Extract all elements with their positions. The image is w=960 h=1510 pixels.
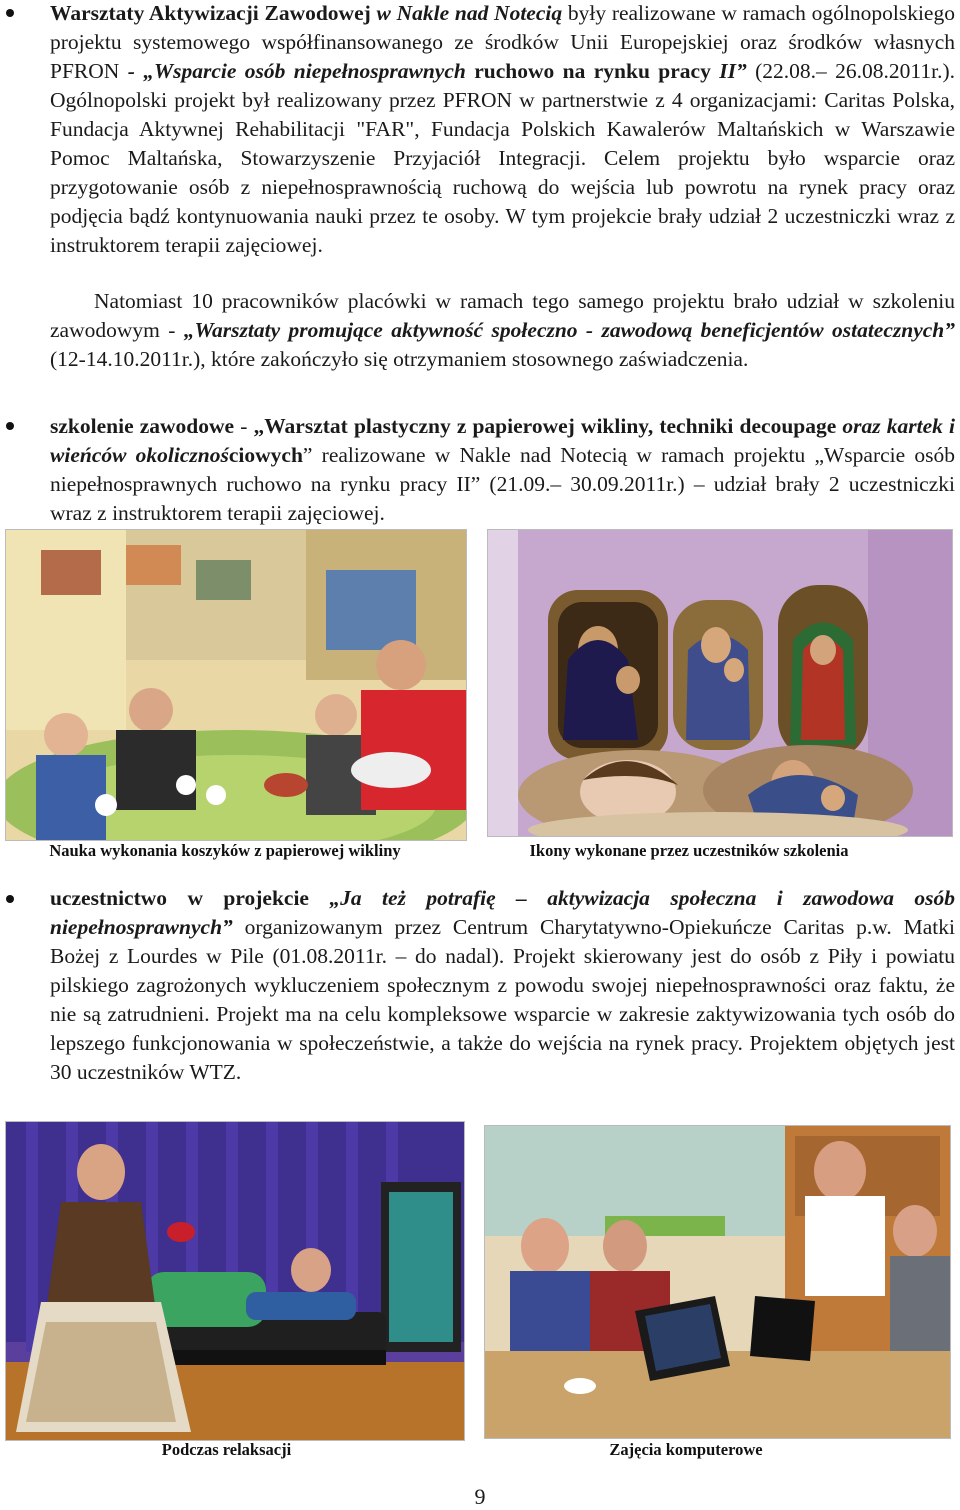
bullet-dot-icon bbox=[6, 9, 14, 17]
photo-basket-weaving-image bbox=[6, 530, 466, 840]
photo-relaxation bbox=[5, 1121, 465, 1441]
text-run: oraz kartek i wieńców okolicznoś bbox=[50, 414, 955, 467]
text-run: II” bbox=[719, 59, 747, 83]
section1-paragraph2 bbox=[50, 287, 955, 374]
section3-paragraph1 bbox=[50, 884, 955, 1087]
photo-computer-classes-image bbox=[485, 1126, 950, 1438]
text-run: były realizowane w ramach ogólnopolskiego projektu systemowego współfinansowanego ze środków Unii Europejskiej oraz środków własnych PFRON bbox=[50, 1, 955, 83]
caption-computer-classes: Zajęcia komputerowe bbox=[609, 1440, 763, 1459]
section2-paragraph1 bbox=[50, 412, 955, 528]
bullet-dot-icon bbox=[6, 895, 14, 903]
text-run: ” realizowane w Nakle nad Notecią w ramach projektu „Wsparcie osób niepełnosprawnych ruchowo na rynku pracy II” (21.09.– 30.09.2011r.) – udział brały 2 uczestniczki wraz z instruktorem terapii zajęciowej. bbox=[50, 443, 955, 525]
photo-basket-weaving bbox=[5, 529, 467, 841]
text-run: - bbox=[234, 414, 254, 438]
caption-basket-weaving: Nauka wykonania koszyków z papierowej wikliny bbox=[49, 841, 401, 860]
text-run: (12-14.10.2011r.), które zakończyło się otrzymaniem stosownego zaświadczenia. bbox=[50, 347, 749, 371]
text-run: „Warsztaty promujące aktywność społeczno - zawodową beneficjentów ostatecznych” bbox=[183, 318, 956, 342]
text-run: „Ja też potrafię – aktywizacja społeczna i zawodowa osób niepełnosprawnych” bbox=[50, 886, 955, 939]
text-run: szkolenie zawodowe bbox=[50, 414, 235, 438]
text-run: (22.08.– 26.08.2011r.). Ogólnopolski projekt był realizowany przez PFRON w partnerstwie z 4 organizacjami: Caritas Polska, Fundacja Aktywnej Rehabilitacji "FAR", Fundacja Polskich Kawalerów Maltańskich w Warszawie Pomoc Maltańska, Stowarzyszenie Przyjaciół Integracji. Celem projektu było wsparcie oraz przygotowanie osób z niepełnosprawnością ruchową do wejścia lub powrotu na rynek pracy oraz podjęcia bądź kontynuowania nauki przez te osoby. W tym projekcie brały udział 2 uczestniczki wraz z instruktorem terapii zajęciowej. bbox=[50, 59, 955, 257]
caption-relaxation: Podczas relaksacji bbox=[161, 1440, 292, 1459]
photo-computer-classes bbox=[484, 1125, 951, 1439]
text-run: ruchowo na rynku pracy bbox=[474, 59, 720, 83]
text-run: ciowych bbox=[228, 443, 303, 467]
photo-relaxation-image bbox=[6, 1122, 464, 1440]
text-run: uczestnictwo w projekcie bbox=[50, 886, 330, 910]
text-run: - „Wsparcie osób niepełnosprawnych bbox=[127, 59, 475, 83]
photo-icons bbox=[487, 529, 953, 837]
section1-paragraph1 bbox=[50, 0, 955, 260]
photo-icons-image bbox=[488, 530, 952, 836]
text-run: Warsztaty Aktywizacji Zawodowej bbox=[50, 1, 377, 25]
caption-icons: Ikony wykonane przez uczestników szkolenia bbox=[529, 841, 849, 860]
page-number: 9 bbox=[474, 1484, 486, 1509]
text-run: organizowanym przez Centrum Charytatywno-Opiekuńcze Caritas p.w. Matki Bożej z Lourdes w Pile (01.08.2011r. – do nadal). Projekt skierowany jest do osób z Piły i powiatu pilskiego zagrożonych wykluczeniem społecznym z powodu swojej niepełnosprawności oraz faktu, że nie są zatrudnieni. Projekt ma na celu kompleksowe wsparcie w zakresie zaktywizowania tych osób do lepszego funkcjonowania w społeczeństwie, a także do wejścia na rynek pracy. Projektem objętych jest 30 uczestników WTZ. bbox=[50, 915, 955, 1084]
bullet-dot-icon bbox=[6, 422, 14, 430]
text-run: „Warsztat plastyczny z papierowej wikliny, techniki decoupage bbox=[253, 414, 843, 438]
text-run: w Nakle nad Notecią bbox=[376, 1, 563, 25]
text-run: Natomiast 10 pracowników placówki w ramach tego samego projektu brało udział w szkoleniu zawodowym - bbox=[50, 289, 955, 342]
